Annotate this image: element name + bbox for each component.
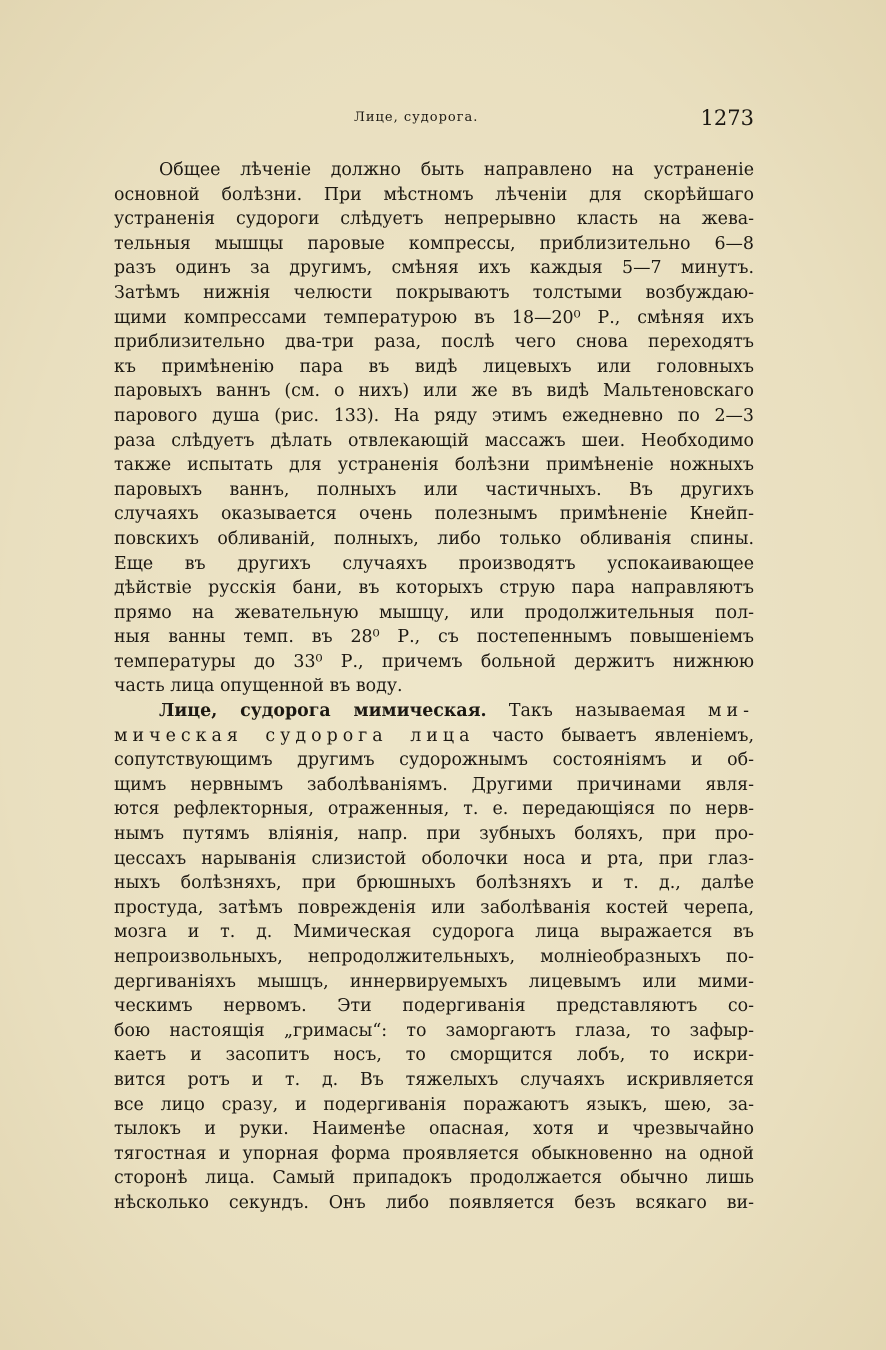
text-line: ческимъ нервомъ. Эти подергиванія представляютъ со- [114, 996, 754, 1017]
text-line: щими компрессами температурою въ 18—20⁰ Р., смѣняя ихъ [114, 307, 754, 328]
entry-heading: Лице, судорога мимическая. [159, 701, 487, 722]
text-line: нѣсколько секундъ. Онъ либо появляется безъ всякаго ви- [114, 1192, 754, 1213]
text-line: ются рефлекторныя, отраженныя, т. е. передающіяся по нерв- [114, 799, 754, 820]
text-line: бою настоящія „гримасы“: то заморгаютъ глаза, то зафыр- [114, 1020, 754, 1041]
text-line: каетъ и засопитъ носъ, то сморщится лобъ, то искри- [114, 1045, 754, 1066]
text-line: температуры до 33⁰ Р., причемъ больной держитъ нижнюю [114, 651, 754, 672]
body-text [114, 158, 754, 1216]
text-line: мозга и т. д. Мимическая судорога лица выражается въ [114, 922, 754, 943]
spaced-term: ми- [708, 701, 754, 722]
text-line: непроизвольныхъ, непродолжительныхъ, молніеобразныхъ по- [114, 947, 754, 967]
text-line: сопутствующимъ другимъ судорожнымъ состояніямъ и об- [114, 750, 754, 771]
text-line: приблизительно два-три раза, послѣ чего снова переходятъ [114, 332, 754, 353]
text-line: вится ротъ и т. д. Въ тяжелыхъ случаяхъ искривляется [114, 1069, 754, 1090]
text-line: разъ одинъ за другимъ, смѣняя ихъ каждыя 5—7 минутъ. [114, 258, 754, 279]
text-line: къ примѣненію пара въ видѣ лицевыхъ или головныхъ [114, 356, 754, 377]
text-line: сторонѣ лица. Самый припадокъ продолжается обычно лишь [114, 1168, 754, 1189]
text-line: цессахъ нарыванія слизистой оболочки носа и рта, при глаз- [114, 848, 754, 869]
text-line: прямо на жевательную мышцу, или продолжительныя пол- [114, 602, 754, 623]
text-line: раза слѣдуетъ дѣлать отвлекающій массажъ шеи. Необходимо [114, 430, 754, 451]
text-line: Общее лѣченіе должно быть направлено на устраненіе [159, 160, 754, 180]
text-line-spaced-term [114, 724, 754, 749]
text-line-entry-heading [114, 699, 754, 724]
text-line: дѣйствіе русскія бани, въ которыхъ струю пара направляютъ [114, 578, 754, 599]
text-line: парового душа (рис. 133). На ряду этимъ ежедневно по 2—3 [114, 405, 754, 426]
text-line: тельныя мышцы паровые компрессы, приблизительно 6—8 [114, 233, 754, 254]
text-line: Еще въ другихъ случаяхъ производятъ успокаивающее [114, 553, 754, 574]
text-line: тылокъ и руки. Наименѣе опасная, хотя и чрезвычайно [114, 1119, 754, 1140]
text-fragment: Такъ называемая [486, 701, 708, 722]
spaced-term: мическая судорога лица [114, 725, 475, 746]
text-line: часть лица опущенной въ воду. [114, 676, 403, 697]
text-line: повскихъ обливаній, полныхъ, либо только обливанія спины. [114, 528, 754, 549]
text-line: также испытать для устраненія болѣзни примѣненіе ножныхъ [114, 455, 754, 476]
running-head: Лице, судорога. [354, 110, 479, 125]
text-line: ныхъ болѣзняхъ, при брюшныхъ болѣзняхъ и т. д., далѣе [114, 873, 754, 894]
text-line: тягостная и упорная форма проявляется обыкновенно на одной [114, 1143, 754, 1164]
text-line: ныя ванны темп. въ 28⁰ Р., съ постепеннымъ повышеніемъ [114, 627, 754, 648]
text-line: устраненія судороги слѣдуетъ непрерывно класть на жева- [114, 209, 754, 230]
text-line: нымъ путямъ вліянія, напр. при зубныхъ боляхъ, при про- [114, 824, 754, 845]
text-line: паровыхъ ваннъ (см. о нихъ) или же въ видѣ Мальтеновскаго [114, 381, 754, 402]
text-fragment: часто бываетъ явленіемъ, [474, 725, 754, 746]
text-line: простуда, затѣмъ поврежденія или заболѣванія костей черепа, [114, 897, 754, 918]
text-line: Затѣмъ нижнія челюсти покрываютъ толстыми возбуждаю- [114, 282, 754, 303]
text-line: основной болѣзни. При мѣстномъ лѣченіи для скорѣйшаго [114, 184, 754, 205]
text-line: дергиваніяхъ мышцъ, иннервируемыхъ лицевымъ или мими- [114, 971, 754, 992]
text-line: все лицо сразу, и подергиванія поражаютъ языкъ, шею, за- [114, 1094, 754, 1115]
text-line: паровыхъ ваннъ, полныхъ или частичныхъ. Въ другихъ [114, 479, 754, 500]
text-line: случаяхъ оказывается очень полезнымъ примѣненіе Кнейп- [114, 504, 754, 525]
page-number: 1273 [700, 106, 754, 130]
text-line: щимъ нервнымъ заболѣваніямъ. Другими причинами явля- [114, 774, 754, 795]
page-header [114, 106, 754, 134]
